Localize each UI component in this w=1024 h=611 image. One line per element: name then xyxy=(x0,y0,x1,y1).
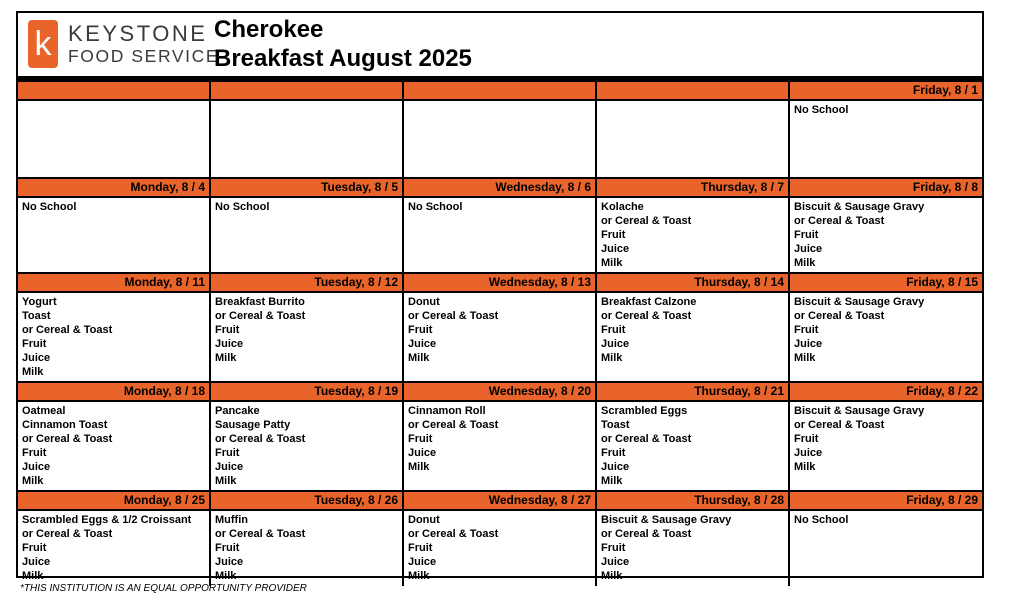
menu-item: Juice xyxy=(794,243,823,256)
menu-item: Milk xyxy=(601,257,623,270)
menu-item: Juice xyxy=(215,338,244,351)
day-cell xyxy=(404,383,597,490)
menu-header xyxy=(18,13,982,82)
menu-item: Juice xyxy=(22,461,51,474)
menu-item: Milk xyxy=(22,570,44,583)
day-header: Thursday, 8 / 14 xyxy=(597,274,788,293)
menu-item: Juice xyxy=(408,556,437,569)
day-header: Monday, 8 / 11 xyxy=(18,274,209,293)
menu-item: Milk xyxy=(794,352,816,365)
brand-subtitle: FOOD SERVICE xyxy=(68,46,220,66)
menu-item: Milk xyxy=(794,257,816,270)
menu-calendar xyxy=(16,11,984,583)
day-header: Wednesday, 8 / 27 xyxy=(404,492,595,511)
menu-item: Toast xyxy=(601,419,630,432)
menu-item: or Cereal & Toast xyxy=(601,215,692,228)
menu-item: Biscuit & Sausage Gravy xyxy=(794,405,925,417)
day-menu xyxy=(404,198,595,272)
day-header: Monday, 8 / 25 xyxy=(18,492,209,511)
menu-item: Fruit xyxy=(215,324,240,337)
menu-item: or Cereal & Toast xyxy=(408,419,499,432)
menu-item: Scrambled Eggs xyxy=(601,405,688,417)
menu-item: Juice xyxy=(601,243,630,256)
menu-item: Fruit xyxy=(601,324,626,337)
menu-title: Breakfast August 2025 xyxy=(214,45,472,72)
menu-item: or Cereal & Toast xyxy=(794,419,885,432)
keystone-logo-icon xyxy=(28,20,58,68)
menu-item: Cinnamon Roll xyxy=(408,405,486,417)
menu-item: Milk xyxy=(601,352,623,365)
menu-item: or Cereal & Toast xyxy=(601,433,692,446)
day-menu xyxy=(597,402,788,490)
day-menu xyxy=(790,101,982,177)
menu-item: Kolache xyxy=(601,201,644,213)
day-header: Monday, 8 / 4 xyxy=(18,179,209,198)
day-cell xyxy=(211,82,404,177)
day-header: Tuesday, 8 / 26 xyxy=(211,492,402,511)
day-menu xyxy=(18,101,209,177)
day-menu xyxy=(404,101,595,177)
logo-letter: k xyxy=(34,25,52,63)
day-header: Friday, 8 / 8 xyxy=(790,179,982,198)
brand-name: KEYSTONE xyxy=(68,21,208,46)
day-cell xyxy=(597,82,790,177)
menu-item: Juice xyxy=(601,461,630,474)
day-menu xyxy=(211,511,402,586)
week-row xyxy=(18,383,982,492)
menu-item: Fruit xyxy=(601,542,626,555)
menu-item: Breakfast Burrito xyxy=(215,296,305,308)
menu-item: or Cereal & Toast xyxy=(215,433,306,446)
day-cell xyxy=(597,492,790,586)
menu-item: Juice xyxy=(601,556,630,569)
day-menu xyxy=(790,511,982,586)
menu-item: Breakfast Calzone xyxy=(601,296,697,308)
menu-item: Milk xyxy=(794,461,816,474)
menu-item: Juice xyxy=(215,556,244,569)
menu-item: Donut xyxy=(408,296,440,308)
day-cell xyxy=(18,274,211,381)
menu-item: Fruit xyxy=(794,433,819,446)
menu-item: or Cereal & Toast xyxy=(601,310,692,323)
menu-item: or Cereal & Toast xyxy=(794,310,885,323)
menu-item: Juice xyxy=(408,338,437,351)
day-menu xyxy=(18,293,209,381)
day-header: Friday, 8 / 15 xyxy=(790,274,982,293)
day-header xyxy=(18,82,209,101)
day-menu xyxy=(790,293,982,381)
day-header xyxy=(404,82,595,101)
day-menu xyxy=(211,198,402,272)
day-header: Tuesday, 8 / 12 xyxy=(211,274,402,293)
menu-item: Milk xyxy=(601,475,623,488)
menu-item: Fruit xyxy=(408,324,433,337)
day-cell xyxy=(790,492,982,586)
day-cell xyxy=(597,179,790,272)
menu-item: No School xyxy=(794,514,849,526)
week-row xyxy=(18,82,982,179)
menu-item: Juice xyxy=(22,556,51,569)
menu-item: Fruit xyxy=(215,542,240,555)
menu-item: Milk xyxy=(215,475,237,488)
day-header: Wednesday, 8 / 13 xyxy=(404,274,595,293)
menu-item: Fruit xyxy=(22,338,47,351)
day-header xyxy=(211,82,402,101)
equal-opportunity-note: *THIS INSTITUTION IS AN EQUAL OPPORTUNITY PROVIDER xyxy=(20,583,307,594)
menu-item: Juice xyxy=(22,352,51,365)
school-name: Cherokee xyxy=(214,16,324,43)
menu-item: Fruit xyxy=(215,447,240,460)
menu-item: or Cereal & Toast xyxy=(408,310,499,323)
day-header: Monday, 8 / 18 xyxy=(18,383,209,402)
menu-item: Milk xyxy=(215,352,237,365)
day-cell xyxy=(597,383,790,490)
day-menu xyxy=(597,101,788,177)
menu-item: Juice xyxy=(215,461,244,474)
menu-item: Milk xyxy=(601,570,623,583)
day-header: Wednesday, 8 / 20 xyxy=(404,383,595,402)
menu-item: or Cereal & Toast xyxy=(22,324,113,337)
menu-item: Fruit xyxy=(601,447,626,460)
menu-item: Biscuit & Sausage Gravy xyxy=(601,514,732,526)
day-cell xyxy=(18,492,211,586)
menu-item: Muffin xyxy=(215,514,248,526)
menu-item: Milk xyxy=(408,570,430,583)
day-cell xyxy=(790,274,982,381)
menu-item: or Cereal & Toast xyxy=(22,528,113,541)
day-menu xyxy=(597,293,788,381)
day-cell xyxy=(18,383,211,490)
menu-item: Fruit xyxy=(22,447,47,460)
day-cell xyxy=(211,383,404,490)
menu-item: or Cereal & Toast xyxy=(408,528,499,541)
day-menu xyxy=(404,402,595,490)
day-header: Thursday, 8 / 7 xyxy=(597,179,788,198)
menu-item: or Cereal & Toast xyxy=(794,215,885,228)
menu-item: Yogurt xyxy=(22,296,57,308)
day-header: Friday, 8 / 22 xyxy=(790,383,982,402)
menu-item: or Cereal & Toast xyxy=(22,433,113,446)
day-cell xyxy=(211,274,404,381)
menu-item: Milk xyxy=(22,366,44,379)
menu-item: Fruit xyxy=(408,433,433,446)
menu-item: Milk xyxy=(22,475,44,488)
day-menu xyxy=(790,402,982,490)
menu-item: Juice xyxy=(794,338,823,351)
day-menu xyxy=(790,198,982,272)
calendar-grid xyxy=(18,82,982,586)
menu-item: Juice xyxy=(794,447,823,460)
day-menu xyxy=(211,402,402,490)
menu-item: No School xyxy=(215,201,270,213)
day-cell xyxy=(790,179,982,272)
day-menu xyxy=(18,198,209,272)
day-header: Tuesday, 8 / 19 xyxy=(211,383,402,402)
menu-item: Oatmeal xyxy=(22,405,66,417)
day-header xyxy=(597,82,788,101)
day-cell xyxy=(211,492,404,586)
day-cell xyxy=(790,82,982,177)
day-cell xyxy=(404,179,597,272)
day-cell xyxy=(404,82,597,177)
menu-item: Biscuit & Sausage Gravy xyxy=(794,296,925,308)
day-header: Thursday, 8 / 28 xyxy=(597,492,788,511)
menu-item: Pancake xyxy=(215,405,260,417)
day-menu xyxy=(404,511,595,586)
day-menu xyxy=(404,293,595,381)
menu-item: No School xyxy=(408,201,463,213)
day-header: Wednesday, 8 / 6 xyxy=(404,179,595,198)
menu-item: Fruit xyxy=(794,324,819,337)
menu-item: Juice xyxy=(408,447,437,460)
day-header: Thursday, 8 / 21 xyxy=(597,383,788,402)
week-row xyxy=(18,274,982,383)
menu-item: Milk xyxy=(215,570,237,583)
day-cell xyxy=(211,179,404,272)
day-menu xyxy=(18,511,209,586)
week-row xyxy=(18,492,982,586)
menu-item: or Cereal & Toast xyxy=(215,528,306,541)
menu-item: Fruit xyxy=(794,229,819,242)
menu-item: Sausage Patty xyxy=(215,419,291,432)
menu-item: Milk xyxy=(408,352,430,365)
menu-item: No School xyxy=(22,201,77,213)
menu-item: Milk xyxy=(408,461,430,474)
menu-item: or Cereal & Toast xyxy=(215,310,306,323)
day-cell xyxy=(790,383,982,490)
day-cell xyxy=(18,82,211,177)
day-menu xyxy=(211,101,402,177)
day-cell xyxy=(18,179,211,272)
menu-item: Donut xyxy=(408,514,440,526)
menu-item: Juice xyxy=(601,338,630,351)
menu-item: Fruit xyxy=(601,229,626,242)
day-menu xyxy=(211,293,402,381)
menu-item: Biscuit & Sausage Gravy xyxy=(794,201,925,213)
day-cell xyxy=(597,274,790,381)
day-cell xyxy=(404,274,597,381)
menu-item: Cinnamon Toast xyxy=(22,419,108,432)
menu-item: Toast xyxy=(22,310,51,323)
day-cell xyxy=(404,492,597,586)
day-header: Tuesday, 8 / 5 xyxy=(211,179,402,198)
menu-item: or Cereal & Toast xyxy=(601,528,692,541)
day-header: Friday, 8 / 1 xyxy=(790,82,982,101)
day-header: Friday, 8 / 29 xyxy=(790,492,982,511)
week-row xyxy=(18,179,982,274)
menu-item: Fruit xyxy=(22,542,47,555)
menu-item: Scrambled Eggs & 1/2 Croissant xyxy=(22,514,192,526)
day-menu xyxy=(18,402,209,490)
day-menu xyxy=(597,511,788,586)
menu-item: Fruit xyxy=(408,542,433,555)
menu-item: No School xyxy=(794,104,849,116)
day-menu xyxy=(597,198,788,272)
